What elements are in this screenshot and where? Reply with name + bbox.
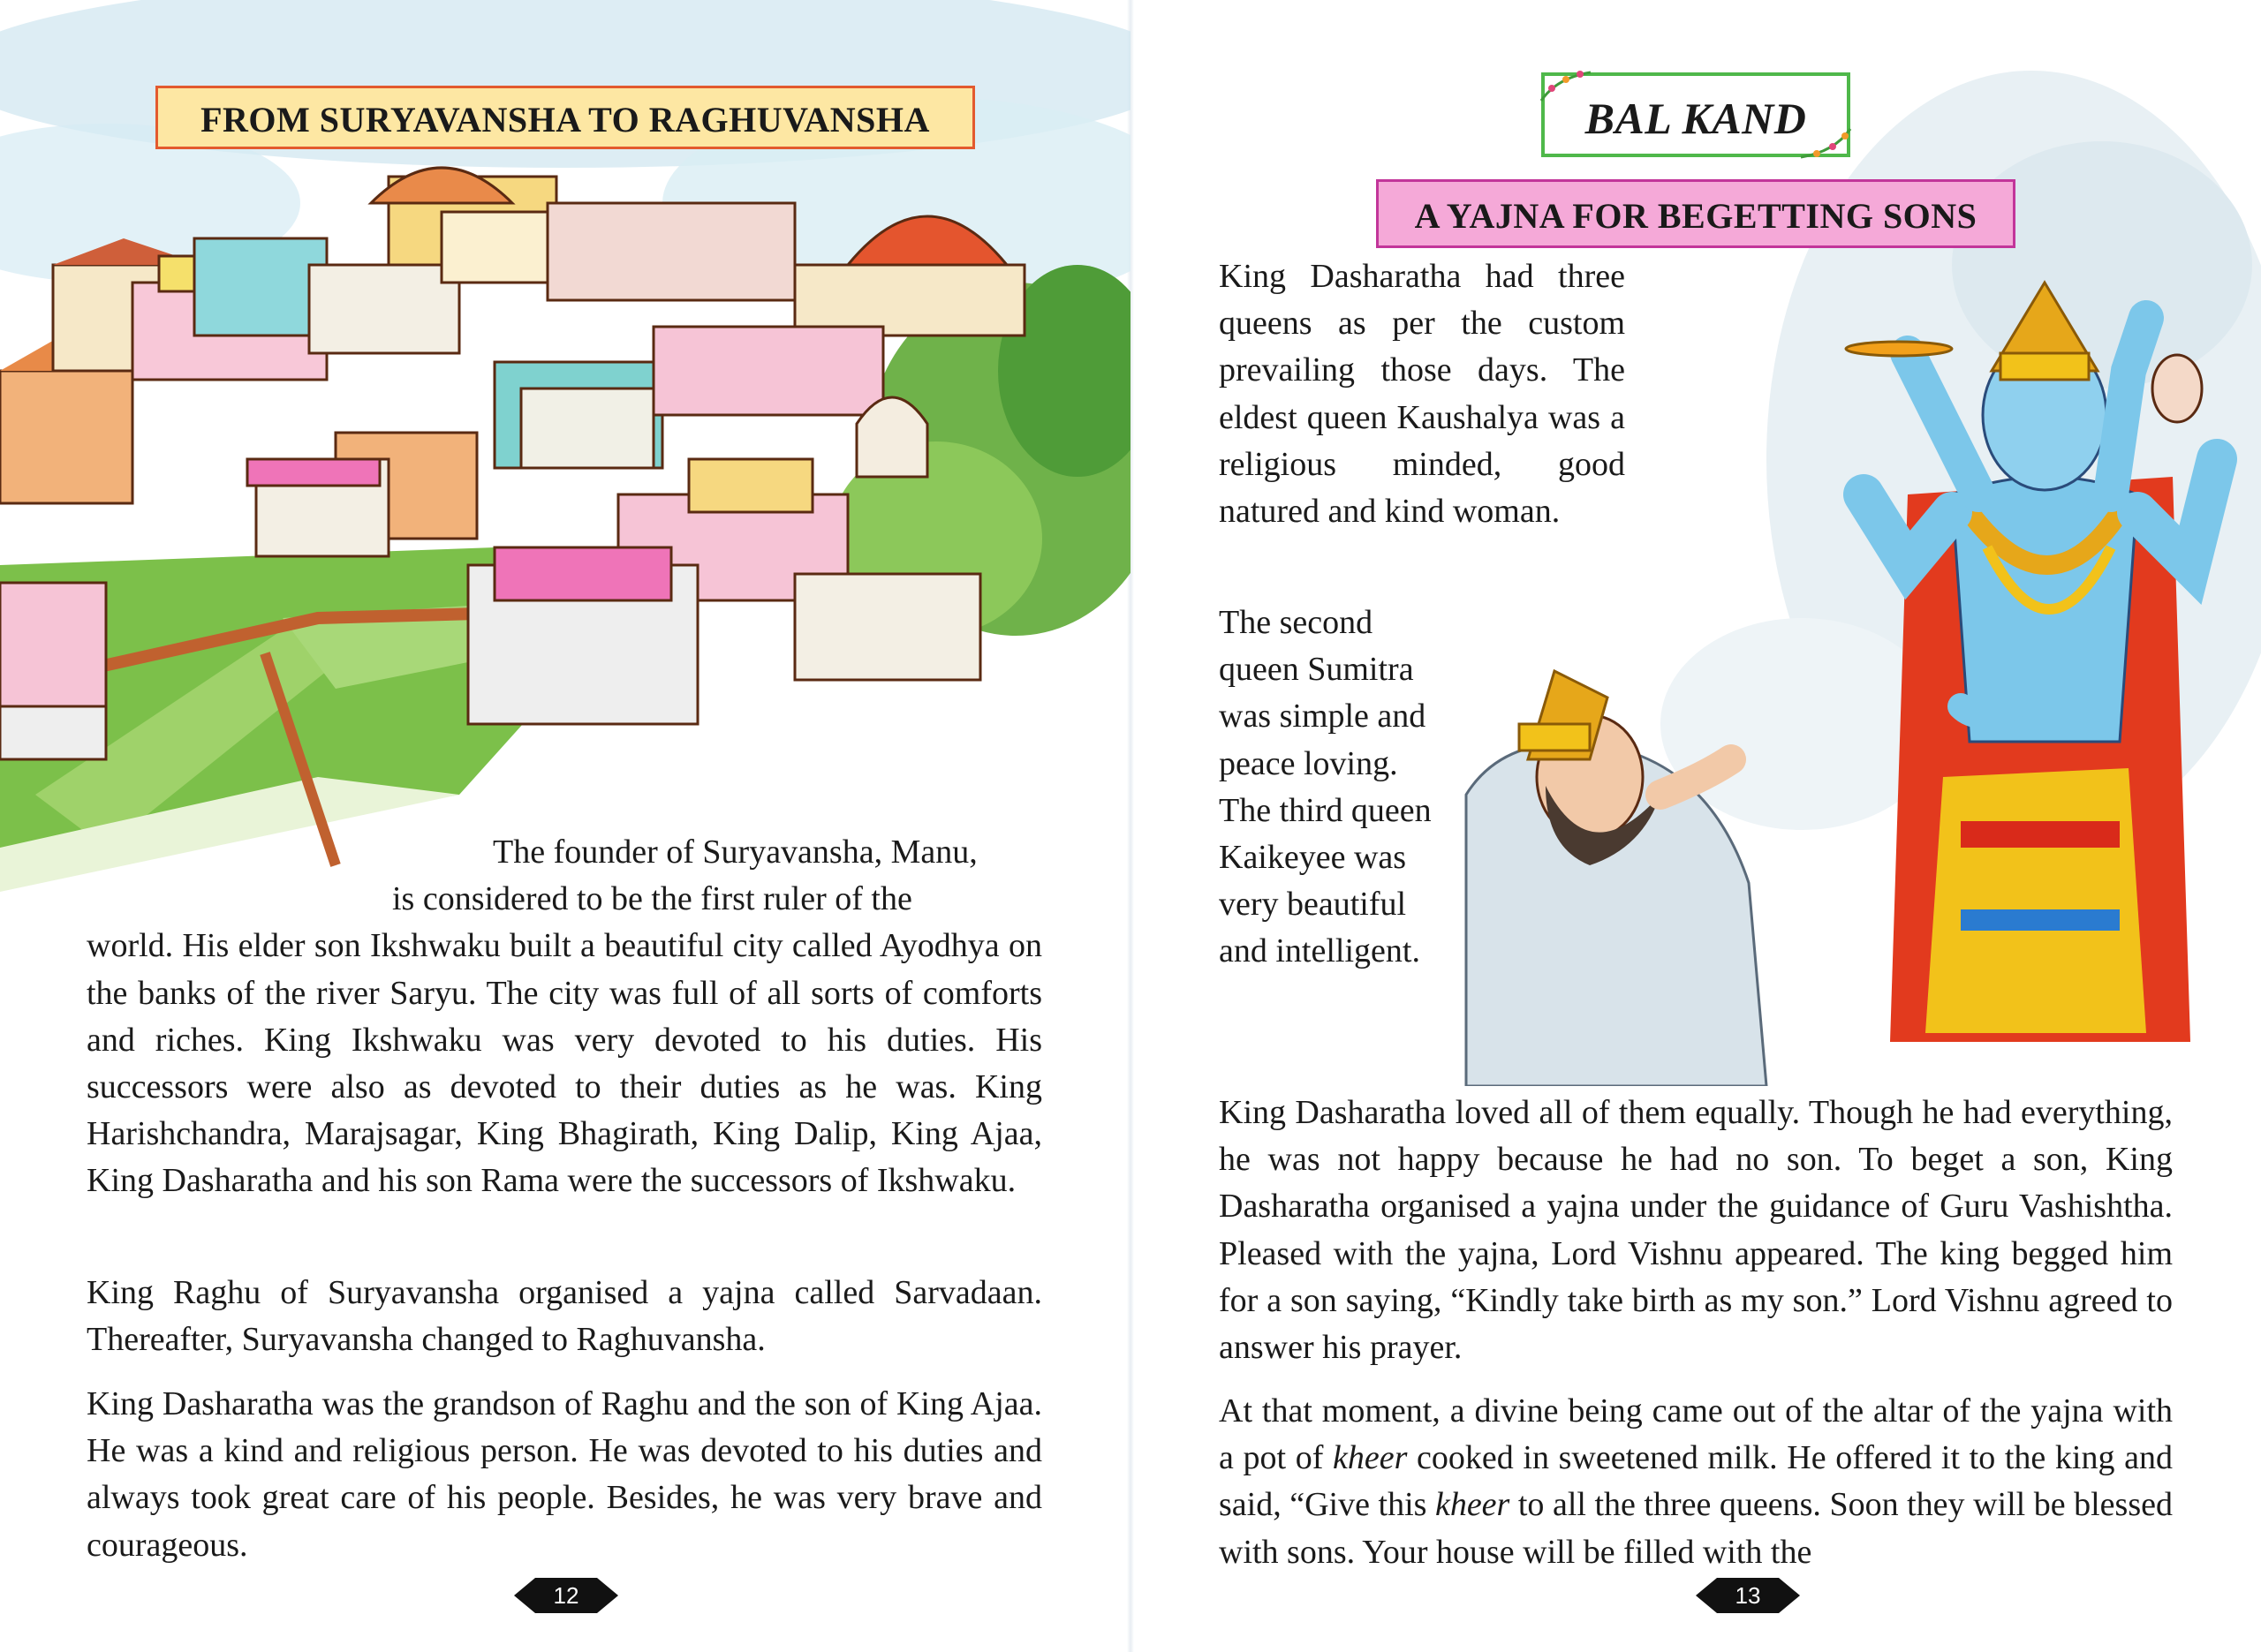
section-title [1541,72,1850,157]
page-title: FROM SURYAVANSHA TO RAGHUVANSHA [155,86,975,149]
paragraph-yajna: King Dasharatha loved all of them equally. Though he had everything, he was not happy because he had no son. To beget a son, King Dasharatha organised a yajna under the guidance of Guru Vashishtha. Pleased with the yajna, Lord Vishnu appeared. The king begged him for a son saying, “Kindly take birth as my son.” Lord Vishnu agreed to answer his prayer. [1219,1094,2173,1367]
paragraph-queens: King Dasharatha had three queens as per the custom prevailing those days. The eldest queen Kaushalya was a religious minded, good natured and kind woman. [1219,258,1625,531]
italic-term: kheer [1434,1486,1510,1524]
paragraph-kheer [1219,1388,2173,1576]
paragraph-line: The founder of Suryavansha, Manu, [493,834,978,871]
paragraph-text: to all the three queens. Soon they will be blessed with sons. Your house will be filled with the [1219,1486,2173,1571]
page-number-badge [1696,1578,1800,1613]
paragraph-second-queen: The second queen Sumitra was simple and peace loving. The third queen Kaikeyee was very beautiful and intelligent. [1219,604,1432,970]
paragraph-founder [87,829,1042,1205]
paragraph-text: cooked in sweetened milk. He offered it to the king and said, “Give this [1219,1439,2173,1524]
right-page [1130,0,2261,1652]
section-title-text: BAL KAND [1584,94,1807,143]
vine-ornament-icon [1799,125,1852,161]
left-page [0,0,1130,1652]
paragraph-dasharatha: King Dasharatha was the grandson of Raghu and the son of King Ajaa. He was a kind and religious person. He was devoted to his duties and always took great care of his people. Besides, he was very brave and courageous. [87,1385,1042,1564]
paragraph-raghu: King Raghu of Suryavansha organised a yajna called Sarvadaan. Thereafter, Suryavansha changed to Raghuvansha. [87,1274,1042,1359]
vine-ornament-icon [1539,69,1592,104]
paragraph-line: is considered to be the first ruler of the [392,880,912,918]
italic-term: kheer [1333,1439,1408,1477]
page-number: 12 [553,1582,579,1609]
paragraph-text: At that moment, a divine being came out of the altar of the yajna with a pot of [1219,1392,2173,1477]
page-number-badge [514,1578,618,1613]
chapter-subtitle: A YAJNA FOR BEGETTING SONS [1376,179,2015,248]
paragraph-text: world. His elder son Ikshwaku built a beautiful city called Ayodhya on the banks of the river Saryu. The city was full of all sorts of comforts and riches. King Ikshwaku was very devoted to his duties. His successors were also as devoted to their duties as he was. King Harishchandra, Marajsagar, King Bhagirath, King Dalip, King Ajaa, King Dasharatha and his son Rama were the successors of Ikshwaku. [87,927,1042,1200]
page-number: 13 [1735,1582,1761,1609]
